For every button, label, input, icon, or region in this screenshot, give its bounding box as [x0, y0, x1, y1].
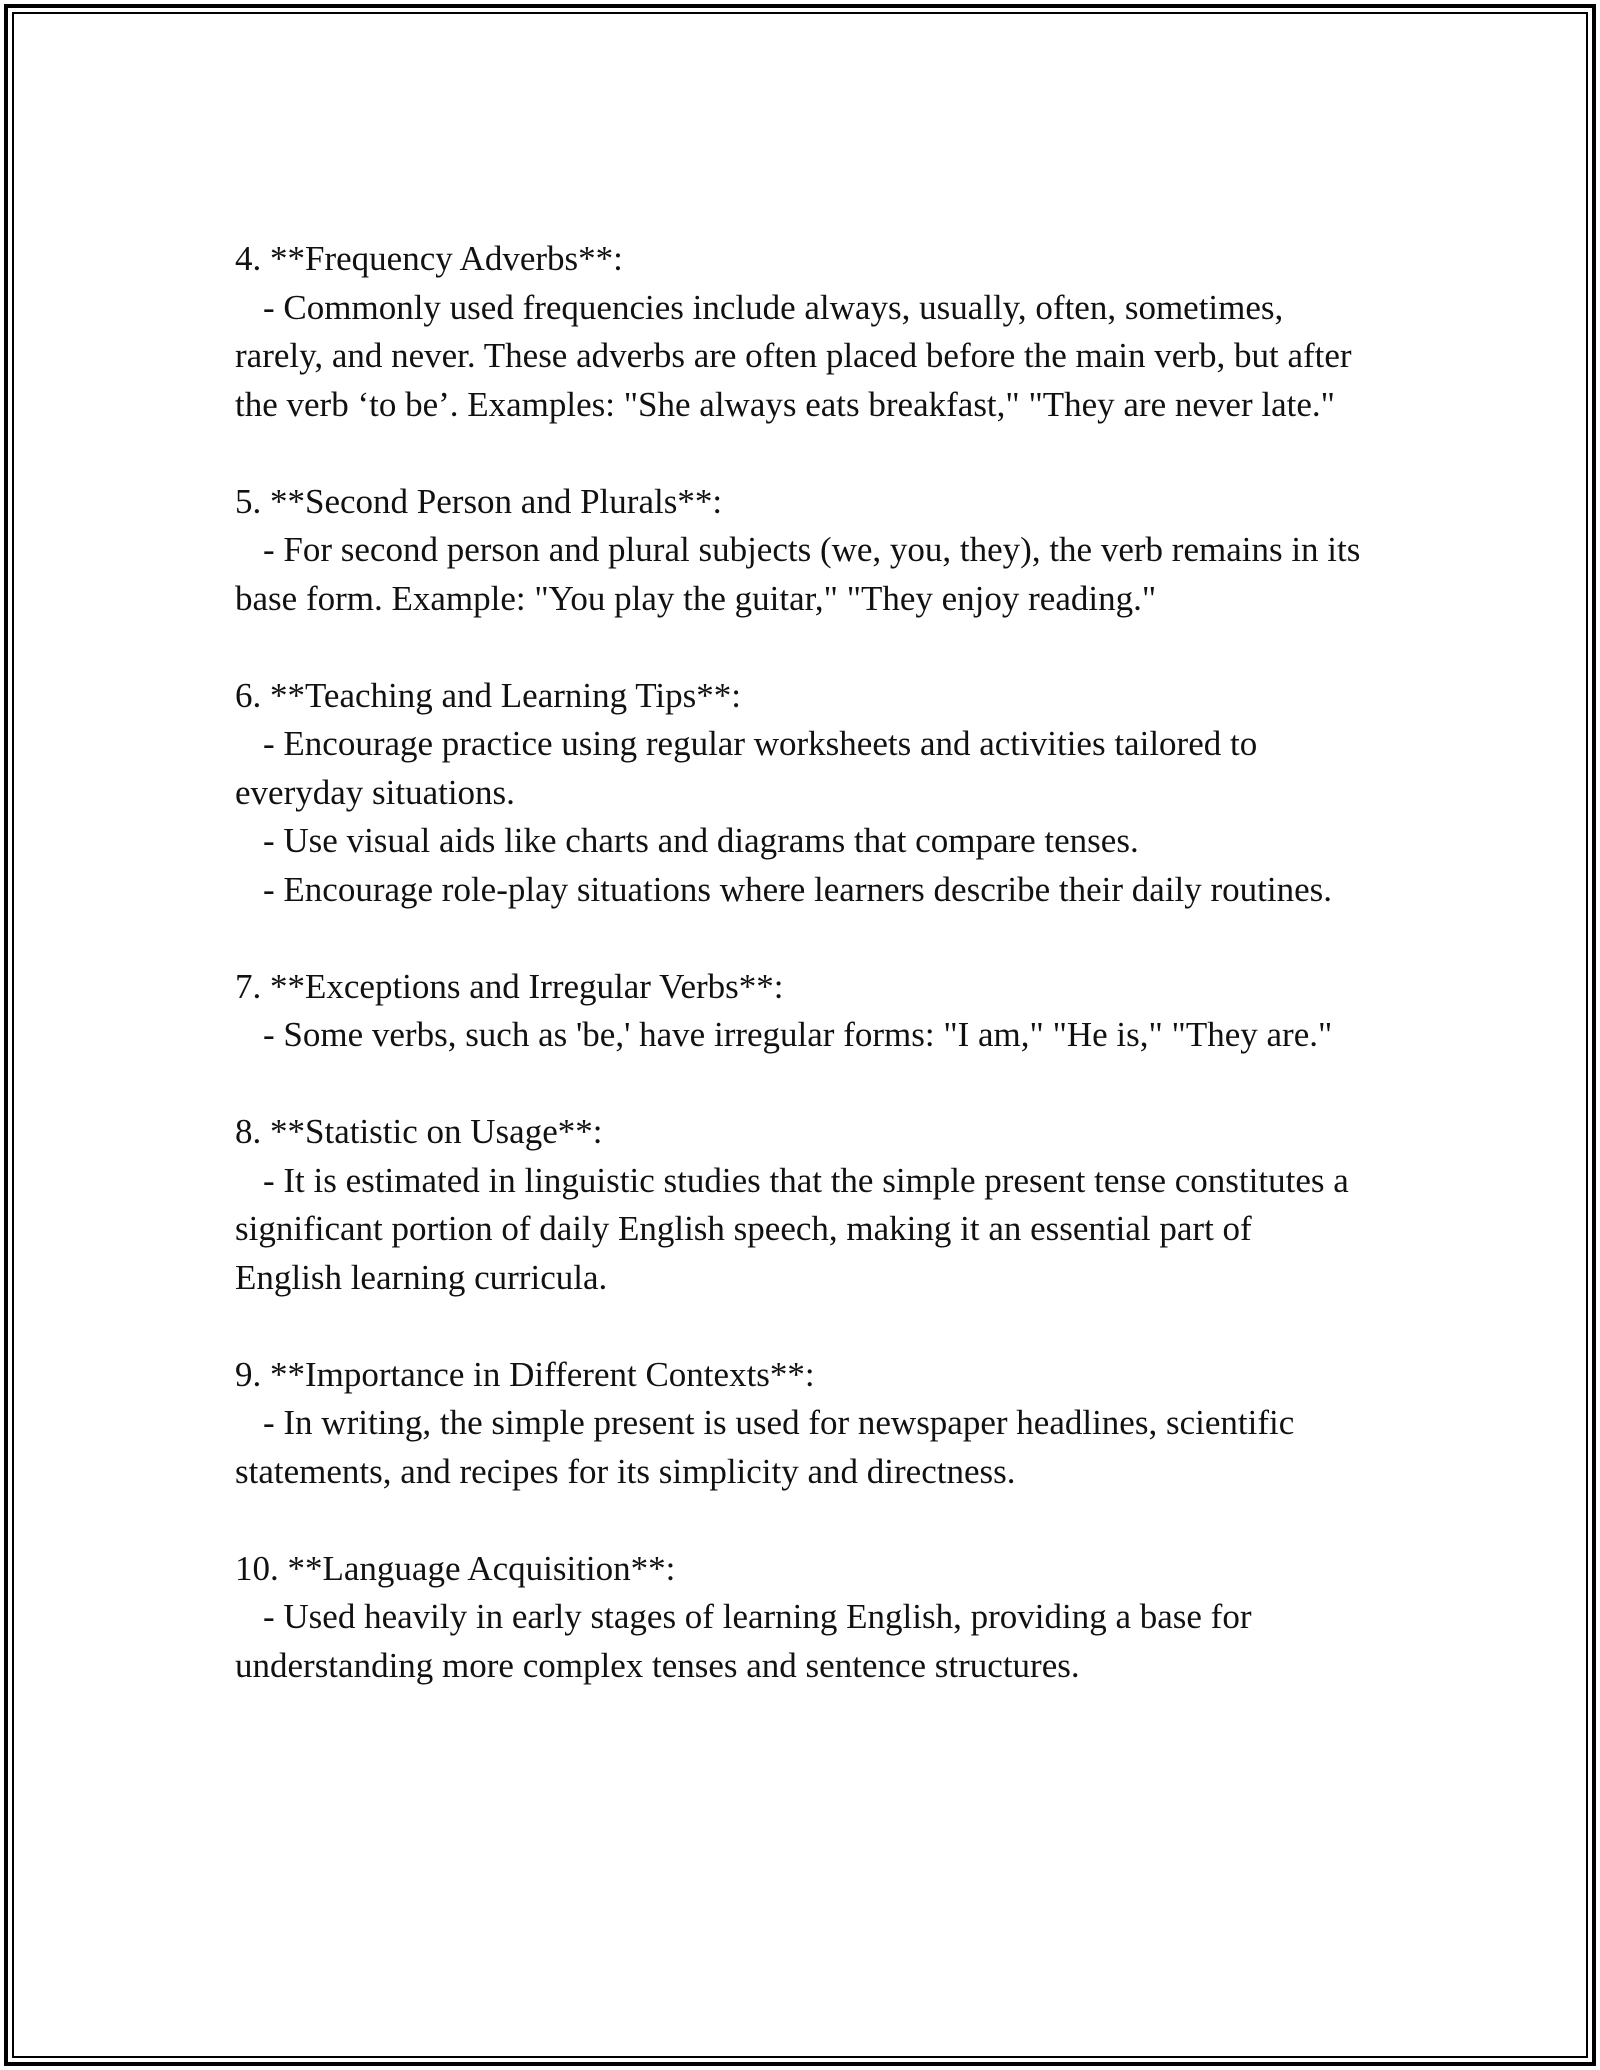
section-heading: 7. **Exceptions and Irregular Verbs**:	[235, 966, 784, 1006]
section-heading: 5. **Second Person and Plurals**:	[235, 481, 723, 521]
section-bullet: - Encourage practice using regular worksheets and activities tailored to everyday situations.	[235, 724, 1258, 812]
section-heading: 9. **Importance in Different Contexts**:	[235, 1354, 815, 1394]
section-irregular-verbs	[235, 963, 1365, 1060]
section-bullet: - Commonly used frequencies include always, usually, often, sometimes, rarely, and never. These adverbs are often placed before the main verb, but after the verb ‘to be’. Examples: "She always eats breakfast," "They are never late."	[235, 287, 1352, 424]
section-heading: 6. **Teaching and Learning Tips**:	[235, 675, 741, 715]
document-body	[235, 235, 1365, 1739]
section-bullet: - For second person and plural subjects (we, you, they), the verb remains in its base form. Example: "You play the guitar," "They enjoy reading."	[235, 530, 1361, 618]
section-bullet: - In writing, the simple present is used for newspaper headlines, scientific statements, and recipes for its simplicity and directness.	[235, 1403, 1295, 1491]
section-language-acquisition	[235, 1545, 1365, 1691]
section-bullet: - Some verbs, such as 'be,' have irregular forms: "I am," "He is," "They are."	[263, 1015, 1333, 1054]
section-frequency-adverbs	[235, 235, 1365, 429]
section-second-person-plurals	[235, 478, 1365, 624]
section-bullet: - It is estimated in linguistic studies that the simple present tense constitutes a significant portion of daily English speech, making it an essential part of English learning curricula.	[235, 1160, 1349, 1297]
section-teaching-tips	[235, 672, 1365, 915]
section-heading: 10. **Language Acquisition**:	[235, 1548, 676, 1588]
section-statistic-usage	[235, 1108, 1365, 1302]
section-bullet: - Used heavily in early stages of learning English, providing a base for understanding more complex tenses and sentence structures.	[235, 1597, 1252, 1685]
section-heading: 8. **Statistic on Usage**:	[235, 1112, 603, 1151]
section-heading: 4. **Frequency Adverbs**:	[235, 239, 623, 278]
section-bullet: - Encourage role-play situations where learners describe their daily routines.	[263, 869, 1333, 909]
section-different-contexts	[235, 1351, 1365, 1497]
section-bullet: - Use visual aids like charts and diagrams that compare tenses.	[263, 821, 1139, 860]
